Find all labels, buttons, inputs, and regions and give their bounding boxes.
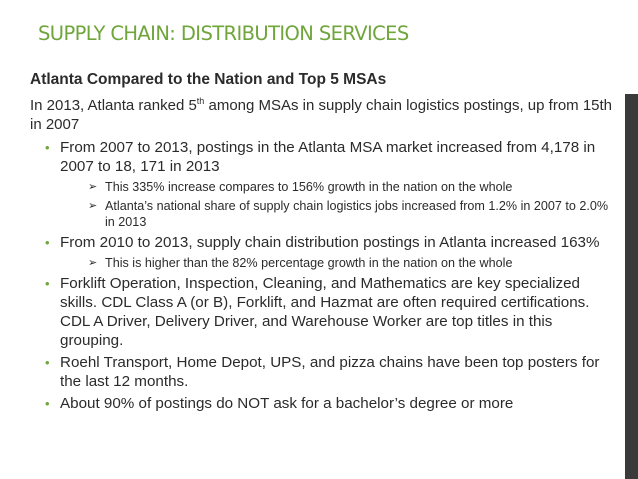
intro-paragraph (30, 96, 615, 134)
bullet-postings-growth (30, 138, 615, 176)
dot-bullet-icon: • (45, 140, 50, 155)
bullet-text: From 2010 to 2013, supply chain distribution postings in Atlanta increased 163% (60, 234, 600, 251)
dot-bullet-icon: • (45, 396, 50, 411)
sub-bullet-national-comparison (30, 179, 615, 195)
intro-text-start: In 2013, Atlanta ranked 5 (30, 97, 197, 114)
sub-bullet-national-share (30, 198, 615, 230)
sub-bullet-text: This 335% increase compares to 156% growth in the nation on the whole (105, 180, 513, 194)
dot-bullet-icon: • (45, 235, 50, 250)
intro-superscript: th (196, 96, 205, 106)
arrow-bullet-icon: ➢ (88, 181, 98, 193)
bullet-degree-requirements (30, 394, 615, 413)
slide-title: SUPPLY CHAIN: DISTRIBUTION SERVICES (38, 22, 409, 45)
sub-bullet-text: Atlanta’s national share of supply chain logistics jobs increased from 1.2% in 2007 to 2.0% in 2013 (105, 199, 609, 229)
right-edge-bar (625, 94, 638, 479)
bullet-text: Forklift Operation, Inspection, Cleaning, and Mathematics are key specialized skills. CDL Class A (or B), Forklift, and Hazmat are often required certifications. CDL A Driver, Delivery Driver, and Warehouse Worker are top titles in this grouping. (60, 275, 590, 349)
dot-bullet-icon: • (45, 276, 50, 291)
bullet-text: From 2007 to 2013, postings in the Atlanta MSA market increased from 4,178 in 2007 to 18, 171 in 2013 (60, 139, 596, 175)
arrow-bullet-icon: ➢ (88, 257, 98, 269)
bullet-text: About 90% of postings do NOT ask for a bachelor’s degree or more (60, 395, 514, 412)
bullet-distribution-growth (30, 233, 615, 252)
arrow-bullet-icon: ➢ (88, 200, 98, 212)
sub-bullet-percentage-comparison (30, 255, 615, 271)
bullet-text: Roehl Transport, Home Depot, UPS, and pizza chains have been top posters for the last 12 months. (60, 354, 600, 390)
bullet-top-posters (30, 353, 615, 391)
bullet-skills-certifications (30, 274, 615, 350)
slide-subtitle: Atlanta Compared to the Nation and Top 5 MSAs (30, 71, 387, 88)
intro-text-end: among MSAs in supply chain logistics postings, up from 15th in 2007 (30, 97, 613, 133)
slide-content (30, 70, 615, 416)
bullet-list (30, 138, 615, 413)
sub-bullet-text: This is higher than the 82% percentage growth in the nation on the whole (105, 256, 513, 270)
dot-bullet-icon: • (45, 355, 50, 370)
